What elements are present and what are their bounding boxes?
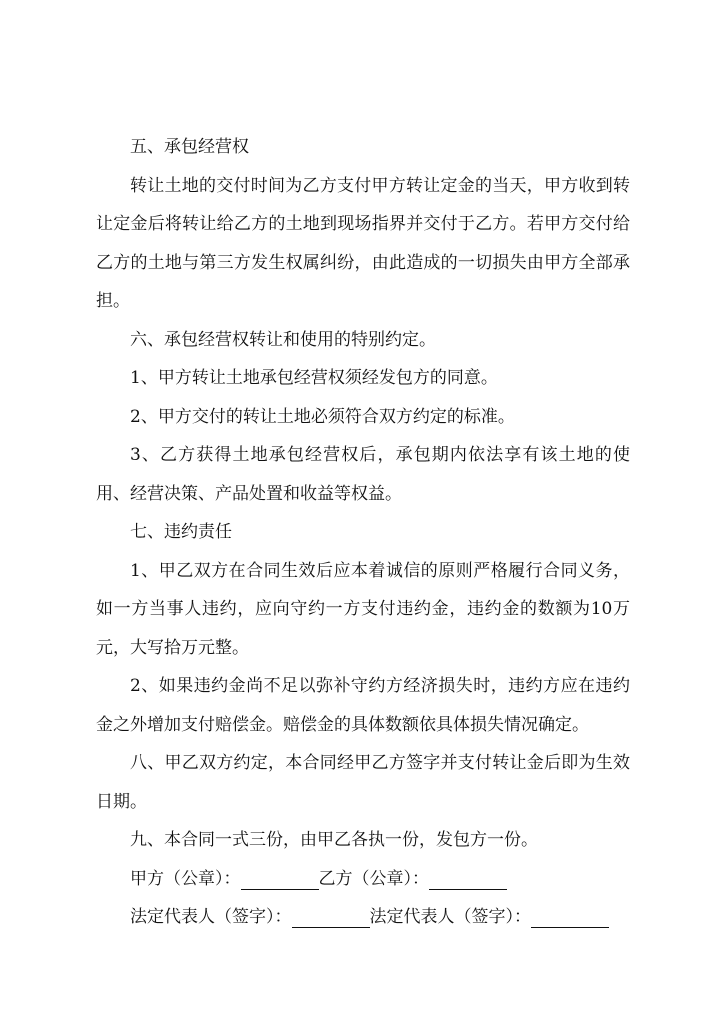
clause-7-2: 2、如果违约金尚不足以弥补守约方经济损失时，违约方应在违约金之外增加支付赔偿金。赔偿金的具体数额依具体损失情况确定。 bbox=[96, 676, 630, 735]
party-b-seal-label: 乙方（公章）： bbox=[318, 868, 429, 889]
section-heading-7: 七、违约责任 bbox=[130, 522, 232, 542]
seal-line bbox=[96, 860, 630, 899]
party-a-seal-label: 甲方（公章）： bbox=[130, 868, 241, 889]
section-heading-5: 五、承包经营权 bbox=[130, 137, 249, 157]
representative-line bbox=[96, 898, 630, 937]
document-page bbox=[96, 128, 630, 937]
party-a-seal-blank bbox=[241, 871, 319, 890]
rep-a-label: 法定代表人（签字）： bbox=[130, 907, 292, 927]
paragraph-delivery-time: 转让土地的交付时间为乙方支付甲方转让定金的当天，甲方收到转让定金后将转让给乙方的土地到现场指界并交付于乙方。若甲方交付给乙方的土地与第三方发生权属纠纷，由此造成的一切损失由甲方全部承担。 bbox=[96, 175, 630, 311]
party-b-seal-blank bbox=[429, 871, 507, 890]
rep-b-label: 法定代表人（签字）： bbox=[369, 907, 531, 927]
rep-b-blank bbox=[531, 909, 609, 928]
section-heading-6: 六、承包经营权转让和使用的特别约定。 bbox=[130, 329, 436, 350]
clause-6-1: 1、甲方转让土地承包经营权须经发包方的同意。 bbox=[130, 368, 498, 388]
clause-6-2: 2、甲方交付的转让土地必须符合双方约定的标准。 bbox=[130, 406, 515, 427]
section-8: 八、甲乙双方约定，本合同经甲乙方签字并支付转让金后即为生效日期。 bbox=[96, 753, 630, 812]
rep-a-blank bbox=[292, 909, 370, 928]
clause-6-3: 3、乙方获得土地承包经营权后，承包期内依法享有该土地的使用、经营决策、产品处置和收益等权益。 bbox=[96, 445, 630, 504]
clause-7-1: 1、甲乙双方在合同生效后应本着诚信的原则严格履行合同义务，如一方当事人违约，应向守约一方支付违约金，违约金的数额为10万元，大写拾万元整。 bbox=[96, 560, 630, 658]
section-9: 九、本合同一式三份，由甲乙各执一份，发包方一份。 bbox=[130, 830, 538, 850]
